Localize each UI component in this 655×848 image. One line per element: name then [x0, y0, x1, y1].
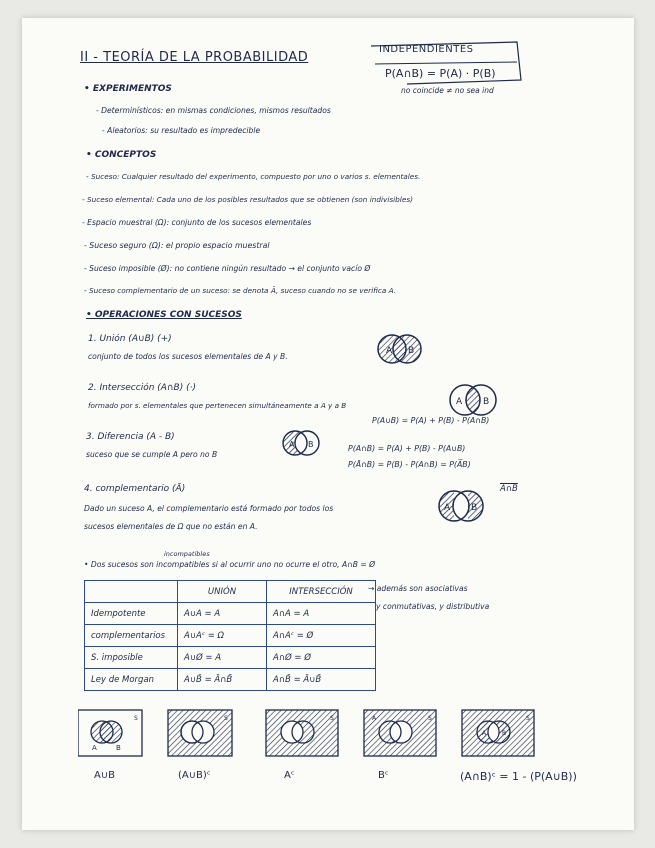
- panel-b-complement: [364, 710, 436, 756]
- conceptos-item: - Suceso: Cualquier resultado del experimento, compuesto por uno o varios s. elementales.: [86, 172, 421, 181]
- formula-inter: P(A∩B) = P(A) + P(B) - P(A∪B): [348, 444, 466, 453]
- incompatibles-overline: incompatibles: [164, 550, 210, 558]
- panel-label: (A∩B)ᶜ = 1 - (P(A∪B)): [460, 770, 577, 783]
- union-title: 1. Unión (A∪B) (+): [88, 334, 172, 344]
- properties-table: [84, 580, 376, 691]
- conceptos-item: - Suceso seguro (Ω): el propio espacio muestral: [84, 241, 270, 250]
- table-cell: S. imposible: [85, 647, 178, 669]
- table-cell: A∩A = A: [267, 603, 376, 625]
- table-cell: A∩Ø = Ø: [267, 647, 376, 669]
- panel-letter-a: A: [482, 730, 487, 737]
- venn-letter-b: B: [308, 440, 314, 449]
- inter-title: 2. Intersección (A∩B) (·): [88, 383, 196, 393]
- panel-letter-s: S: [224, 715, 228, 722]
- dif-text: suceso que se cumple A pero no B: [86, 450, 218, 459]
- incompatibles-text: • Dos sucesos son incompatibles si al ocurrir uno no ocurre el otro, A∩B = Ø: [84, 560, 376, 569]
- table-cell: Ley de Morgan: [85, 669, 178, 691]
- venn-panels-row: [78, 708, 558, 764]
- venn-letter-b: B: [471, 503, 478, 513]
- venn-letter-a: A: [444, 503, 451, 513]
- dif-title: 3. Diferencia (A - B): [86, 432, 175, 442]
- table-header-row: [85, 581, 376, 603]
- table-row: [85, 669, 376, 691]
- venn-difference-diagram: [276, 426, 326, 460]
- comp-text-2: sucesos elementales de Ω que no están en A.: [84, 522, 258, 531]
- venn-letter-a: A: [456, 397, 463, 407]
- panel-letter-s: S: [526, 715, 530, 722]
- table-cell: Idempotente: [85, 603, 178, 625]
- venn-letter-b: B: [408, 346, 415, 356]
- comp-text-1: Dado un suceso A, el complementario está formado por todos los: [84, 504, 334, 513]
- independientes-heading: INDEPENDIENTES: [379, 44, 474, 55]
- independientes-box: [367, 40, 525, 98]
- page-title: II - TEORÍA DE LA PROBABILIDAD: [80, 50, 309, 65]
- table-cell: A∪B̄ = Ā∩B̄: [178, 669, 267, 691]
- table-header-cell: [85, 581, 178, 603]
- table-header-cell: INTERSECCIÓN: [267, 581, 376, 603]
- venn-letter-b: B: [483, 397, 490, 407]
- venn-letter-a: A: [289, 440, 295, 449]
- experimentos-item: - Aleatorios: su resultado es impredecible: [102, 126, 261, 135]
- conceptos-item: - Suceso elemental: Cada uno de los posibles resultados que se obtienen (son indivisibles): [82, 195, 413, 204]
- formula-dif: P(Ā∩B) = P(B) - P(A∩B) = P(A̅B): [348, 460, 471, 469]
- table-row: [85, 603, 376, 625]
- panel-letter-b: B: [502, 730, 507, 737]
- comp-title: 4. complementario (Ā): [84, 484, 186, 494]
- panel-label: Aᶜ: [284, 770, 295, 781]
- panel-letter-b: B: [116, 744, 121, 752]
- table-cell: A∪Ø = A: [178, 647, 267, 669]
- table-cell: complementarios: [85, 625, 178, 647]
- panel-label: Bᶜ: [378, 770, 389, 781]
- conceptos-item: - Suceso imposible (Ø): no contiene ningún resultado → el conjunto vacío Ø: [84, 264, 371, 273]
- conceptos-item: - Espacio muestral (Ω): conjunto de los sucesos elementales: [82, 218, 312, 227]
- venn-letter-a: A: [386, 346, 393, 356]
- panel-union-complement: [168, 710, 232, 756]
- panel-letter-a: A: [92, 744, 97, 752]
- panel-intersection-complement: [462, 710, 534, 756]
- table-header-cell: UNIÓN: [178, 581, 267, 603]
- table-cell: A∪A = A: [178, 603, 267, 625]
- union-text: conjunto de todos los sucesos elementales de A y B.: [88, 352, 288, 361]
- panel-letter-s: S: [134, 715, 138, 722]
- table-side-note: y conmutativas, y distributiva: [376, 602, 490, 611]
- table-side-note: → además son asociativas: [368, 584, 468, 593]
- independientes-formula: P(A∩B) = P(A) · P(B): [385, 67, 496, 80]
- venn-intersection-diagram: [442, 380, 504, 420]
- conceptos-item: - Suceso complementario de un suceso: se denota Ā, suceso cuando no se verifica A.: [84, 286, 397, 295]
- operaciones-heading: • OPERACIONES CON SUCESOS: [86, 310, 242, 320]
- experimentos-heading: • EXPERIMENTOS: [84, 84, 172, 94]
- table-row: [85, 625, 376, 647]
- comp-label: A∩B: [500, 484, 518, 494]
- panel-label: A∪B: [94, 770, 116, 781]
- venn-complement-diagram: [432, 486, 492, 526]
- panel-letter-s: S: [428, 715, 432, 722]
- formula-union: P(A∪B) = P(A) + P(B) - P(A∩B): [372, 416, 490, 425]
- panel-union: [78, 710, 142, 756]
- panel-letter-a: A: [372, 715, 377, 722]
- inter-text: formado por s. elementales que pertenecen simultáneamente a A y a B: [88, 401, 347, 410]
- independientes-note: no coincide ≠ no sea ind: [401, 86, 494, 95]
- conceptos-heading: • CONCEPTOS: [86, 150, 157, 160]
- table-cell: A∪Aᶜ = Ω: [178, 625, 267, 647]
- panel-a-complement: [266, 710, 338, 756]
- panel-label: (A∪B)ᶜ: [178, 770, 211, 781]
- experimentos-item: - Determinísticos: en mismas condiciones, mismos resultados: [96, 106, 331, 115]
- notebook-page: [22, 18, 634, 830]
- table-cell: A∩B̄ = Ā∪B̄: [267, 669, 376, 691]
- table-cell: A∩Aᶜ = Ø: [267, 625, 376, 647]
- panel-letter-s: S: [330, 715, 334, 722]
- table-row: [85, 647, 376, 669]
- venn-union-diagram: [370, 330, 430, 368]
